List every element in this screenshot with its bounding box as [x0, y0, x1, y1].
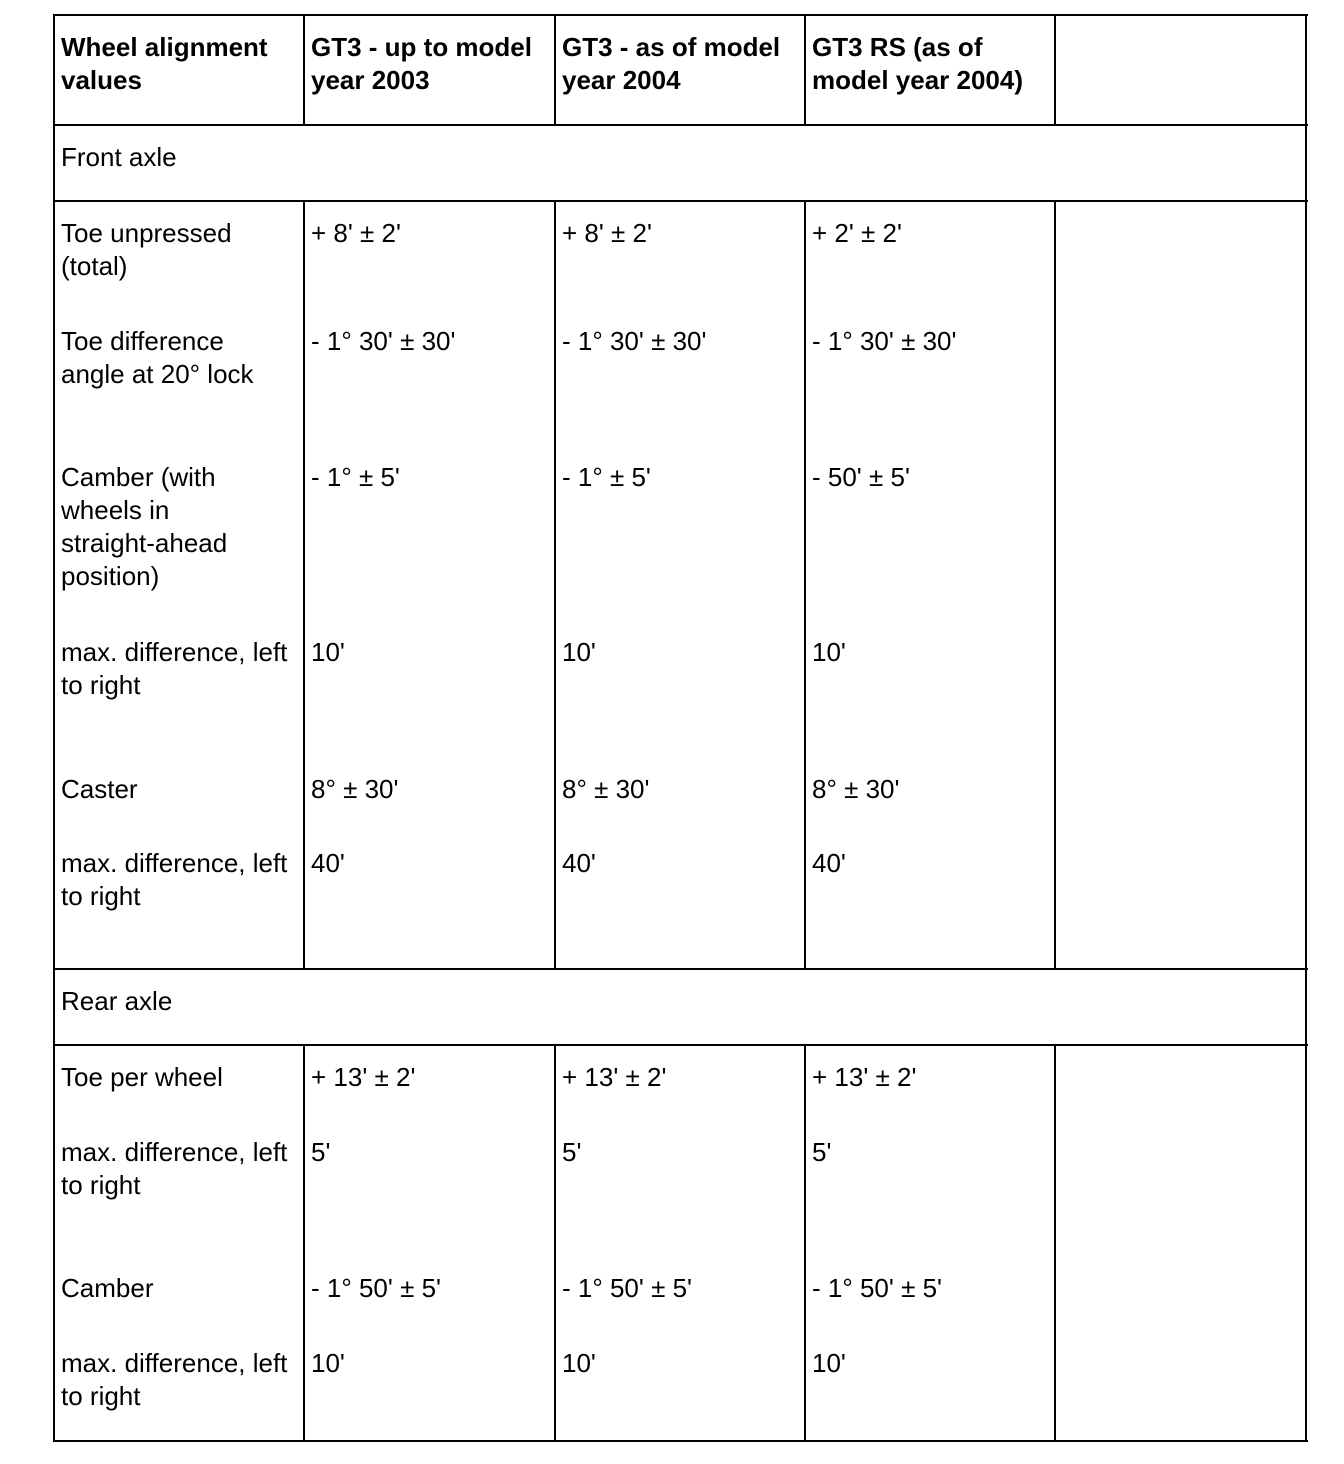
col-divider	[554, 200, 556, 970]
front-camber-gt3rs: - 50' ± 5'	[812, 462, 910, 492]
front-camber-maxdiff-gt3-2004: 10'	[562, 637, 596, 667]
col-divider	[804, 200, 806, 970]
front-axle-title: Front axle	[61, 142, 177, 172]
front-caster-gt3-2004: 8° ± 30'	[562, 774, 650, 804]
front-caster-gt3-2003: 8° ± 30'	[311, 774, 399, 804]
rear-camber-gt3-2003: - 1° 50' ± 5'	[311, 1273, 441, 1303]
table-divider-front-title	[53, 200, 1308, 202]
header-wheel-alignment: Wheel alignment values	[61, 32, 268, 95]
front-caster-maxdiff-gt3rs: 40'	[812, 848, 846, 878]
rear-toe-gt3rs: + 13' ± 2'	[812, 1062, 917, 1092]
rear-camber-maxdiff-gt3rs: 10'	[812, 1348, 846, 1378]
rear-toe-maxdiff-gt3-2004: 5'	[562, 1137, 582, 1167]
rear-camber-maxdiff-gt3-2004: 10'	[562, 1348, 596, 1378]
table-divider-header	[53, 124, 1308, 126]
rear-toe-gt3-2003: + 13' ± 2'	[311, 1062, 416, 1092]
alignment-table	[53, 14, 1308, 1442]
front-toe-diff-gt3-2004: - 1° 30' ± 30'	[562, 326, 707, 356]
rear-camber-maxdiff-gt3-2003: 10'	[311, 1348, 345, 1378]
col-divider	[804, 1044, 806, 1442]
rear-toe-maxdiff-label: max. difference, left to right	[61, 1137, 288, 1200]
front-camber-label: Camber (with wheels in straight-ahead position)	[61, 462, 228, 591]
front-toe-label: Toe unpressed (total)	[61, 218, 232, 281]
table-divider-rear-start	[53, 968, 1308, 970]
table-border-right	[1305, 14, 1307, 1442]
front-caster-maxdiff-label: max. difference, left to right	[61, 848, 288, 911]
col-divider	[804, 14, 806, 126]
table-border-bottom	[53, 1440, 1308, 1442]
front-toe-diff-gt3-2003: - 1° 30' ± 30'	[311, 326, 456, 356]
rear-axle-title: Rear axle	[61, 986, 173, 1016]
rear-toe-maxdiff-gt3-2003: 5'	[311, 1137, 331, 1167]
front-toe-diff-label: Toe difference angle at 20° lock	[61, 326, 254, 389]
header-gt3rs-2004: GT3 RS (as of model year 2004)	[812, 32, 1024, 95]
front-toe-gt3rs: + 2' ± 2'	[812, 218, 902, 248]
front-caster-maxdiff-gt3-2003: 40'	[311, 848, 345, 878]
rear-camber-gt3-2004: - 1° 50' ± 5'	[562, 1273, 692, 1303]
front-camber-gt3-2004: - 1° ± 5'	[562, 462, 651, 492]
rear-camber-label: Camber	[61, 1273, 154, 1303]
front-toe-gt3-2003: + 8' ± 2'	[311, 218, 401, 248]
col-divider	[1054, 200, 1056, 970]
front-toe-diff-gt3rs: - 1° 30' ± 30'	[812, 326, 957, 356]
rear-camber-gt3rs: - 1° 50' ± 5'	[812, 1273, 942, 1303]
rear-toe-maxdiff-gt3rs: 5'	[812, 1137, 832, 1167]
front-toe-gt3-2004: + 8' ± 2'	[562, 218, 652, 248]
front-caster-maxdiff-gt3-2004: 40'	[562, 848, 596, 878]
front-camber-gt3-2003: - 1° ± 5'	[311, 462, 400, 492]
rear-camber-maxdiff-label: max. difference, left to right	[61, 1348, 288, 1411]
col-divider	[1054, 1044, 1056, 1442]
table-divider-rear-title	[53, 1044, 1308, 1046]
front-caster-label: Caster	[61, 774, 138, 804]
front-camber-maxdiff-label: max. difference, left to right	[61, 637, 288, 700]
table-border-top	[53, 14, 1308, 16]
header-gt3-2003: GT3 - up to model year 2003	[311, 32, 532, 95]
rear-toe-gt3-2004: + 13' ± 2'	[562, 1062, 667, 1092]
col-divider	[303, 14, 305, 126]
col-divider	[554, 1044, 556, 1442]
front-camber-maxdiff-gt3-2003: 10'	[311, 637, 345, 667]
front-camber-maxdiff-gt3rs: 10'	[812, 637, 846, 667]
col-divider	[1054, 14, 1056, 126]
col-divider	[554, 14, 556, 126]
rear-toe-label: Toe per wheel	[61, 1062, 223, 1092]
header-gt3-2004: GT3 - as of model year 2004	[562, 32, 781, 95]
front-caster-gt3rs: 8° ± 30'	[812, 774, 900, 804]
table-border-left	[53, 14, 55, 1442]
